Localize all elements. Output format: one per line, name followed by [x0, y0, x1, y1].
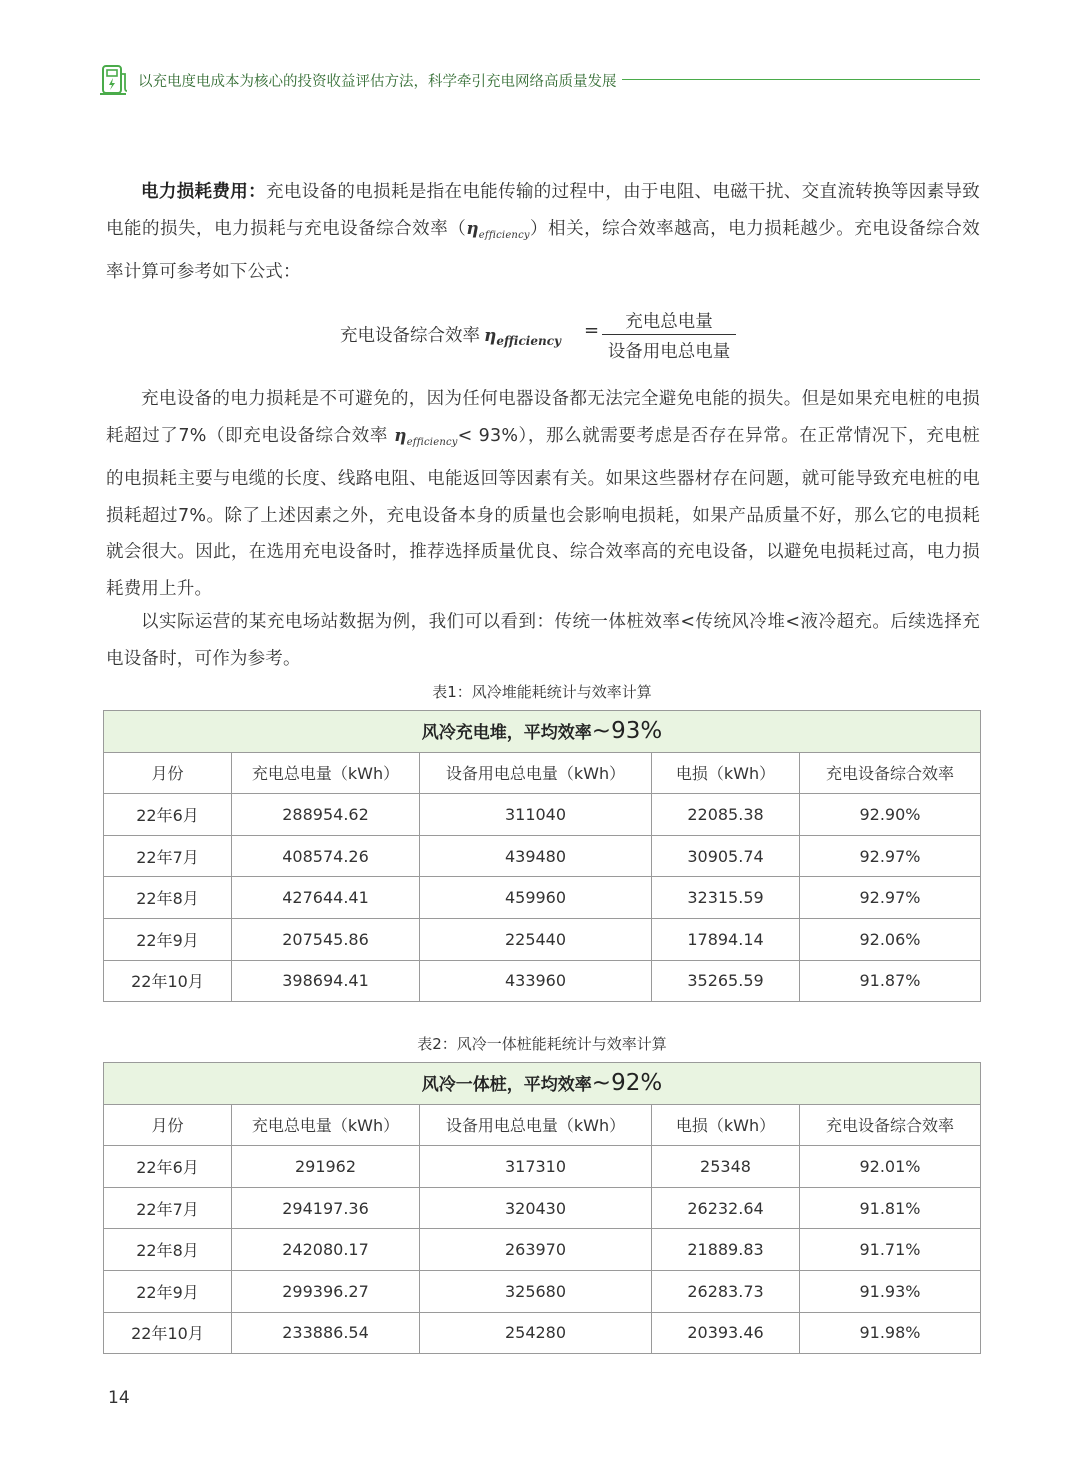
- table-cell: 20393.46: [652, 1312, 800, 1354]
- table-row: [104, 960, 981, 1002]
- table-cell: 320430: [420, 1187, 652, 1229]
- column-header: 充电设备综合效率: [800, 1104, 981, 1146]
- table-cell: 22年9月: [104, 918, 232, 960]
- table-cell: 398694.41: [232, 960, 420, 1002]
- table-cell: 291962: [232, 1146, 420, 1188]
- table-cell: 408574.26: [232, 835, 420, 877]
- table-cell: 242080.17: [232, 1229, 420, 1271]
- formula-lhs: 充电设备综合效率 $\eta_{efficiency}$: [340, 326, 561, 348]
- table-cell: 91.87%: [800, 960, 981, 1002]
- eta-symbol: $\eta_{efficiency}$: [394, 425, 458, 448]
- table-cell: 207545.86: [232, 918, 420, 960]
- table-row: [104, 794, 981, 836]
- table-cell: 22085.38: [652, 794, 800, 836]
- table-cell: 92.90%: [800, 794, 981, 836]
- formula-numerator: 充电总电量: [625, 312, 713, 332]
- table-cell: 92.01%: [800, 1146, 981, 1188]
- table-cell: 22年6月: [104, 1146, 232, 1188]
- table-cell: 317310: [420, 1146, 652, 1188]
- paragraph-loss-analysis: [106, 381, 980, 607]
- table-cell: 22年7月: [104, 1187, 232, 1229]
- table-row: [104, 1229, 981, 1271]
- table-cell: 92.97%: [800, 835, 981, 877]
- table-cell: 311040: [420, 794, 652, 836]
- page-number: 14: [108, 1388, 130, 1408]
- page-header: [100, 62, 980, 98]
- eta-symbol: $\eta_{efficiency}$: [484, 326, 561, 348]
- table-cell: 22年9月: [104, 1270, 232, 1312]
- table1-title-row: [104, 711, 981, 753]
- table-cell: 288954.62: [232, 794, 420, 836]
- eta-symbol: $\eta_{efficiency}$: [466, 218, 530, 241]
- charging-station-icon: [100, 64, 130, 96]
- column-header: 设备用电总电量（kWh）: [420, 1104, 652, 1146]
- table2-title-row: [104, 1063, 981, 1105]
- table1-title: 风冷充电堆，平均效率~93%: [104, 711, 981, 753]
- table-cell: 26283.73: [652, 1270, 800, 1312]
- table-cell: 92.97%: [800, 877, 981, 919]
- table2-header-row: [104, 1104, 981, 1146]
- paragraph-example: 以实际运营的某充电场站数据为例，我们可以看到：传统一体桩效率<传统风冷堆<液冷超充。后续选择充电设备时，可作为参考。: [106, 612, 980, 669]
- table-cell: 433960: [420, 960, 652, 1002]
- table-row: [104, 918, 981, 960]
- paragraph-text: 充电设备的电损耗是指在电能传输的过程中，由于电阻、电磁干扰、交直流转换等因素导致电能的损失，电力损耗与充电设备综合效率（: [106, 182, 980, 239]
- column-header: 设备用电总电量（kWh）: [420, 752, 652, 794]
- table1: [103, 710, 981, 1002]
- column-header: 电损（kWh）: [652, 1104, 800, 1146]
- table-cell: 22年10月: [104, 1312, 232, 1354]
- column-header: 月份: [104, 1104, 232, 1146]
- paragraph-text: ）相关，综合效率越高，电力损耗越少。充电设备综合效率计算可参考如下公式：: [106, 218, 981, 282]
- table-cell: 459960: [420, 877, 652, 919]
- table-row: [104, 835, 981, 877]
- table-cell: 427644.41: [232, 877, 420, 919]
- column-header: 月份: [104, 752, 232, 794]
- table-cell: 263970: [420, 1229, 652, 1271]
- fraction-bar: [602, 334, 736, 335]
- table-cell: 225440: [420, 918, 652, 960]
- table-cell: 439480: [420, 835, 652, 877]
- table2: [103, 1062, 981, 1354]
- column-header: 充电总电量（kWh）: [232, 1104, 420, 1146]
- table-cell: 25348: [652, 1146, 800, 1188]
- table2-title: 风冷一体桩，平均效率~92%: [104, 1063, 981, 1105]
- table-cell: 22年10月: [104, 960, 232, 1002]
- column-header: 充电总电量（kWh）: [232, 752, 420, 794]
- header-title: 以充电度电成本为核心的投资收益评估方法，科学牵引充电网络高质量发展: [138, 74, 617, 90]
- table-cell: 30905.74: [652, 835, 800, 877]
- table-cell: 294197.36: [232, 1187, 420, 1229]
- table-cell: 22年6月: [104, 794, 232, 836]
- table-cell: 35265.59: [652, 960, 800, 1002]
- table-cell: 22年8月: [104, 1229, 232, 1271]
- table-cell: 325680: [420, 1270, 652, 1312]
- formula-denominator: 设备用电总电量: [607, 342, 731, 362]
- formula-equals: =: [584, 320, 600, 341]
- table-cell: 22年7月: [104, 835, 232, 877]
- column-header: 充电设备综合效率: [800, 752, 981, 794]
- table-row: [104, 877, 981, 919]
- table-cell: 32315.59: [652, 877, 800, 919]
- table1-caption: 表1：风冷堆能耗统计与效率计算: [432, 683, 652, 701]
- table-cell: 26232.64: [652, 1187, 800, 1229]
- table-row: [104, 1187, 981, 1229]
- paragraph-power-loss: [106, 174, 980, 291]
- table-row: [104, 1312, 981, 1354]
- table-cell: 17894.14: [652, 918, 800, 960]
- table-row: [104, 1270, 981, 1312]
- header-rule: [622, 79, 980, 80]
- column-header: 电损（kWh）: [652, 752, 800, 794]
- table-cell: 91.81%: [800, 1187, 981, 1229]
- paragraph-text: < 93%），那么就需要考虑是否存在异常。在正常情况下，充电桩的电损耗主要与电缆的长度、线路电阻、电能返回等因素有关。如果这些器材存在问题，就可能导致充电桩的电损耗超过7%。除了上述因素之外，充电设备本身的质量也会影响电损耗，如果产品质量不好，那么它的电损耗就会很大。因此，在选用充电设备时，推荐选择质量优良、综合效率高的充电设备，以避免电损耗过高，电力损耗费用上升。: [106, 425, 980, 599]
- table-cell: 91.93%: [800, 1270, 981, 1312]
- table-cell: 22年8月: [104, 877, 232, 919]
- table-cell: 91.98%: [800, 1312, 981, 1354]
- table2-caption: 表2：风冷一体桩能耗统计与效率计算: [417, 1035, 667, 1053]
- table1-header-row: [104, 752, 981, 794]
- table-cell: 91.71%: [800, 1229, 981, 1271]
- paragraph-text: 充电设备的电力损耗是不可避免的，因为任何电器设备都无法完全避免电能的损失。但是如果充电桩的电损耗超过了7%（即充电设备综合效率: [106, 389, 980, 446]
- table-cell: 233886.54: [232, 1312, 420, 1354]
- table-cell: 254280: [420, 1312, 652, 1354]
- table-cell: 92.06%: [800, 918, 981, 960]
- table-cell: 21889.83: [652, 1229, 800, 1271]
- paragraph-label: 电力损耗费用：: [141, 182, 266, 202]
- table-row: [104, 1146, 981, 1188]
- efficiency-formula: [340, 304, 760, 366]
- table-cell: 299396.27: [232, 1270, 420, 1312]
